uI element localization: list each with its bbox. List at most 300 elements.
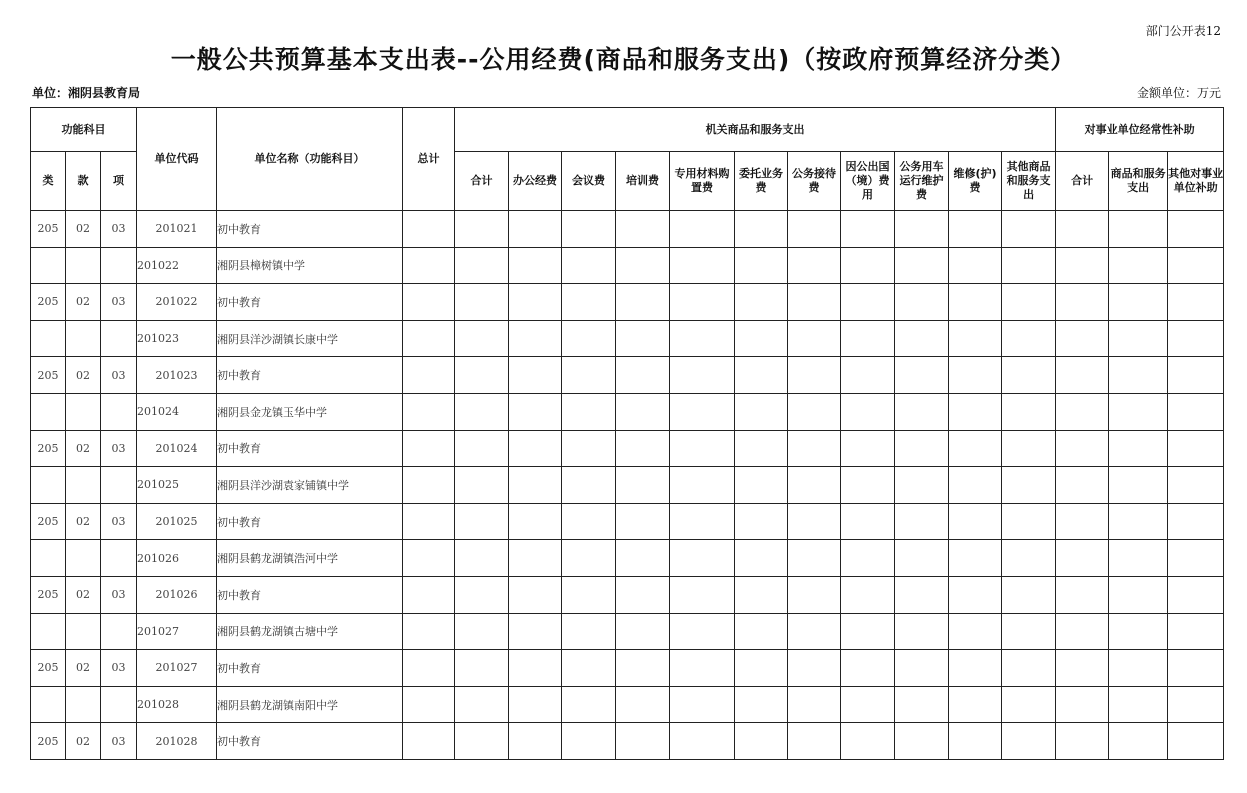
unit-code-cell: 201028 (137, 723, 217, 760)
amount-cell (1056, 247, 1109, 284)
amount-cell (403, 503, 455, 540)
amount-cell (1002, 686, 1056, 723)
amount-cell (403, 430, 455, 467)
amount-cell (895, 284, 949, 321)
unit-name-cell: 湘阴县鹤龙湖镇浩河中学 (217, 540, 403, 577)
amount-cell (455, 393, 509, 430)
amount-cell (841, 211, 895, 248)
amount-cell (735, 284, 788, 321)
amount-cell (403, 393, 455, 430)
unit-code-cell: 201024 (137, 393, 217, 430)
amount-cell (562, 540, 616, 577)
amount-cell (841, 686, 895, 723)
amount-cell (788, 723, 841, 760)
amount-cell (1056, 211, 1109, 248)
amount-cell (509, 430, 562, 467)
amount-cell (670, 613, 735, 650)
unit-name-cell: 湘阴县鹤龙湖镇南阳中学 (217, 686, 403, 723)
amount-cell (788, 430, 841, 467)
amount-cell (455, 357, 509, 394)
unit-code-cell: 201022 (137, 247, 217, 284)
amount-cell (788, 613, 841, 650)
amount-cell (1002, 393, 1056, 430)
amount-cell (949, 686, 1002, 723)
unit-code-header: 单位代码 (137, 108, 217, 211)
lei-cell: 205 (31, 211, 66, 248)
amount-cell (895, 540, 949, 577)
amount-cell (841, 320, 895, 357)
unit-name-cell: 初中教育 (217, 723, 403, 760)
amount-cell (1109, 393, 1168, 430)
unit-name-cell: 初中教育 (217, 576, 403, 613)
amount-cell (735, 686, 788, 723)
subsidy-group-header: 对事业单位经常性补助 (1056, 108, 1224, 152)
table-number-label: 部门公开表12 (1145, 24, 1221, 38)
kuan-cell (66, 540, 101, 577)
amount-cell (1002, 357, 1056, 394)
lei-cell: 205 (31, 723, 66, 760)
amount-cell (949, 320, 1002, 357)
xiang-cell (101, 540, 137, 577)
kuan-cell (66, 247, 101, 284)
amount-cell (949, 393, 1002, 430)
amount-cell (616, 613, 670, 650)
amount-cell (455, 430, 509, 467)
amount-cell (616, 211, 670, 248)
page-title: 一般公共预算基本支出表--公用经费(商品和服务支出)（按政府预算经济分类） (170, 45, 1077, 74)
amount-cell (509, 686, 562, 723)
amount-cell (562, 320, 616, 357)
amount-cell (1168, 467, 1224, 504)
table-body (31, 211, 1224, 760)
amount-cell (455, 320, 509, 357)
amount-cell (455, 247, 509, 284)
table-row (31, 686, 1224, 723)
lei-cell (31, 540, 66, 577)
amount-cell (1109, 650, 1168, 687)
table-row (31, 393, 1224, 430)
amount-cell (403, 357, 455, 394)
amount-cell (509, 467, 562, 504)
unit-code-cell: 201025 (137, 467, 217, 504)
subsidy-col-header: 商品和服务支出 (1109, 152, 1168, 211)
amount-cell (670, 247, 735, 284)
amount-cell (562, 503, 616, 540)
lei-cell: 205 (31, 284, 66, 321)
amount-cell (670, 503, 735, 540)
amount-cell (895, 576, 949, 613)
amount-cell (670, 467, 735, 504)
kuan-cell: 02 (66, 650, 101, 687)
amount-cell (1002, 320, 1056, 357)
budget-table (30, 107, 1224, 760)
amount-cell (403, 247, 455, 284)
amount-cell (1109, 320, 1168, 357)
amount-cell (1109, 430, 1168, 467)
unit-code-cell: 201023 (137, 357, 217, 394)
amount-cell (735, 613, 788, 650)
org-col-header: 其他商品和服务支出 (1002, 152, 1056, 211)
org-col-header: 公务接待费 (788, 152, 841, 211)
amount-cell (1056, 723, 1109, 760)
amount-cell (1168, 650, 1224, 687)
amount-cell (735, 576, 788, 613)
amount-cell (670, 723, 735, 760)
amount-cell (1168, 503, 1224, 540)
amount-cell (895, 503, 949, 540)
amount-cell (562, 430, 616, 467)
subsidy-col-header: 其他对事业单位补助 (1168, 152, 1224, 211)
unit-name-cell: 初中教育 (217, 503, 403, 540)
amount-cell (509, 211, 562, 248)
amount-cell (949, 540, 1002, 577)
amount-cell (403, 686, 455, 723)
amount-cell (1168, 613, 1224, 650)
xiang-cell (101, 247, 137, 284)
amount-cell (1056, 503, 1109, 540)
amount-cell (788, 211, 841, 248)
amount-cell (1002, 613, 1056, 650)
xiang-cell: 03 (101, 650, 137, 687)
amount-cell (841, 467, 895, 504)
unit-code-cell: 201026 (137, 576, 217, 613)
xiang-cell (101, 613, 137, 650)
amount-cell (895, 320, 949, 357)
lei-cell: 205 (31, 650, 66, 687)
amount-cell (1056, 540, 1109, 577)
amount-cell (1109, 613, 1168, 650)
unit-name-cell: 初中教育 (217, 650, 403, 687)
table-row (31, 503, 1224, 540)
amount-cell (562, 576, 616, 613)
amount-cell (735, 430, 788, 467)
amount-cell (788, 320, 841, 357)
unit-name-cell: 湘阴县樟树镇中学 (217, 247, 403, 284)
lei-cell (31, 613, 66, 650)
amount-cell (616, 284, 670, 321)
amount-cell (1109, 467, 1168, 504)
xiang-cell (101, 686, 137, 723)
amount-cell (403, 650, 455, 687)
amount-cell (670, 576, 735, 613)
lei-cell: 205 (31, 430, 66, 467)
org-col-header: 培训费 (616, 152, 670, 211)
amount-cell (841, 430, 895, 467)
amount-cell (1056, 320, 1109, 357)
kuan-cell: 02 (66, 503, 101, 540)
lei-header: 类 (31, 152, 66, 211)
lei-cell (31, 247, 66, 284)
amount-cell (1168, 540, 1224, 577)
xiang-cell: 03 (101, 723, 137, 760)
amount-cell (509, 357, 562, 394)
org-col-header: 合计 (455, 152, 509, 211)
amount-cell (1056, 393, 1109, 430)
amount-cell (616, 430, 670, 467)
amount-cell (895, 393, 949, 430)
amount-cell (1002, 211, 1056, 248)
unit-code-cell: 201021 (137, 211, 217, 248)
amount-cell (949, 613, 1002, 650)
amount-cell (1168, 576, 1224, 613)
amount-cell (509, 247, 562, 284)
unit-code-cell: 201027 (137, 650, 217, 687)
kuan-cell: 02 (66, 723, 101, 760)
amount-cell (1168, 320, 1224, 357)
amount-cell (735, 540, 788, 577)
table-row (31, 284, 1224, 321)
unit-name-cell: 初中教育 (217, 430, 403, 467)
amount-cell (1002, 650, 1056, 687)
kuan-cell (66, 393, 101, 430)
amount-cell (455, 650, 509, 687)
amount-cell (895, 686, 949, 723)
lei-cell (31, 467, 66, 504)
amount-cell (949, 576, 1002, 613)
amount-cell (895, 357, 949, 394)
amount-cell (949, 284, 1002, 321)
amount-cell (403, 467, 455, 504)
amount-cell (616, 540, 670, 577)
unit-name-cell: 湘阴县洋沙湖镇长康中学 (217, 320, 403, 357)
amount-cell (841, 247, 895, 284)
amount-cell (895, 247, 949, 284)
amount-cell (1168, 430, 1224, 467)
amount-cell (735, 357, 788, 394)
amount-cell (670, 211, 735, 248)
amount-cell (949, 467, 1002, 504)
amount-cell (788, 540, 841, 577)
amount-cell (670, 357, 735, 394)
org-col-header: 因公出国（境）费用 (841, 152, 895, 211)
amount-cell (670, 650, 735, 687)
kuan-cell: 02 (66, 576, 101, 613)
unit-code-cell: 201026 (137, 540, 217, 577)
amount-cell (1056, 430, 1109, 467)
amount-cell (616, 247, 670, 284)
amount-cell (562, 650, 616, 687)
amount-cell (1002, 284, 1056, 321)
amount-cell (403, 540, 455, 577)
amount-cell (1056, 650, 1109, 687)
table-row (31, 576, 1224, 613)
amount-cell (455, 211, 509, 248)
amount-cell (1002, 467, 1056, 504)
xiang-cell: 03 (101, 430, 137, 467)
amount-cell (841, 723, 895, 760)
amount-cell (1168, 284, 1224, 321)
lei-cell (31, 686, 66, 723)
amount-cell (1168, 247, 1224, 284)
amount-cell (1168, 211, 1224, 248)
amount-cell (841, 357, 895, 394)
amount-cell (841, 613, 895, 650)
xiang-cell (101, 467, 137, 504)
amount-cell (841, 576, 895, 613)
amount-cell (616, 723, 670, 760)
amount-cell (735, 393, 788, 430)
amount-cell (455, 686, 509, 723)
amount-cell (735, 650, 788, 687)
amount-cell (562, 467, 616, 504)
amount-cell (841, 393, 895, 430)
amount-cell (509, 503, 562, 540)
amount-cell (1002, 503, 1056, 540)
unit-name-cell: 湘阴县洋沙湖袁家铺镇中学 (217, 467, 403, 504)
kuan-cell (66, 320, 101, 357)
amount-cell (949, 723, 1002, 760)
money-unit-label: 金额单位：万元 (1136, 86, 1221, 100)
table-row (31, 357, 1224, 394)
amount-cell (1109, 503, 1168, 540)
amount-cell (949, 650, 1002, 687)
table-row (31, 650, 1224, 687)
amount-cell (1168, 393, 1224, 430)
amount-cell (403, 284, 455, 321)
amount-cell (509, 613, 562, 650)
xiang-cell: 03 (101, 357, 137, 394)
amount-cell (1109, 540, 1168, 577)
amount-cell (735, 467, 788, 504)
amount-cell (1002, 576, 1056, 613)
amount-cell (455, 723, 509, 760)
unit-code-cell: 201022 (137, 284, 217, 321)
xiang-cell: 03 (101, 503, 137, 540)
amount-cell (841, 284, 895, 321)
kuan-cell: 02 (66, 357, 101, 394)
xiang-cell: 03 (101, 284, 137, 321)
amount-cell (1002, 430, 1056, 467)
amount-cell (895, 211, 949, 248)
org-col-header: 公务用车运行维护费 (895, 152, 949, 211)
amount-cell (788, 284, 841, 321)
amount-cell (670, 284, 735, 321)
org-col-header: 委托业务费 (735, 152, 788, 211)
amount-cell (735, 503, 788, 540)
unit-name-cell: 初中教育 (217, 211, 403, 248)
amount-cell (562, 686, 616, 723)
amount-cell (455, 503, 509, 540)
amount-cell (670, 430, 735, 467)
amount-cell (788, 247, 841, 284)
amount-cell (735, 211, 788, 248)
lei-cell: 205 (31, 503, 66, 540)
amount-cell (788, 393, 841, 430)
table-row (31, 467, 1224, 504)
amount-cell (616, 320, 670, 357)
amount-cell (895, 430, 949, 467)
func-subject-header: 功能科目 (31, 108, 137, 152)
amount-cell (455, 284, 509, 321)
amount-cell (735, 320, 788, 357)
amount-cell (1168, 723, 1224, 760)
lei-cell (31, 320, 66, 357)
kuan-cell (66, 686, 101, 723)
amount-cell (1056, 284, 1109, 321)
amount-cell (616, 576, 670, 613)
amount-cell (455, 540, 509, 577)
table-row (31, 723, 1224, 760)
unit-code-cell: 201025 (137, 503, 217, 540)
unit-code-cell: 201023 (137, 320, 217, 357)
amount-cell (403, 576, 455, 613)
amount-cell (509, 576, 562, 613)
amount-cell (895, 613, 949, 650)
amount-cell (1109, 686, 1168, 723)
amount-cell (949, 503, 1002, 540)
amount-cell (1002, 540, 1056, 577)
amount-cell (455, 613, 509, 650)
amount-cell (1056, 613, 1109, 650)
amount-cell (509, 320, 562, 357)
amount-cell (1056, 686, 1109, 723)
amount-cell (1109, 723, 1168, 760)
org-col-header: 办公经费 (509, 152, 562, 211)
amount-cell (403, 723, 455, 760)
amount-cell (509, 284, 562, 321)
amount-cell (841, 503, 895, 540)
amount-cell (562, 393, 616, 430)
amount-cell (949, 247, 1002, 284)
amount-cell (949, 357, 1002, 394)
unit-name-cell: 湘阴县金龙镇玉华中学 (217, 393, 403, 430)
kuan-cell (66, 467, 101, 504)
lei-cell: 205 (31, 357, 66, 394)
xiang-cell (101, 393, 137, 430)
amount-cell (562, 284, 616, 321)
table-row (31, 540, 1224, 577)
amount-cell (841, 650, 895, 687)
amount-cell (1109, 247, 1168, 284)
amount-cell (1109, 211, 1168, 248)
amount-cell (670, 686, 735, 723)
amount-cell (616, 357, 670, 394)
unit-code-cell: 201028 (137, 686, 217, 723)
amount-cell (895, 650, 949, 687)
amount-cell (509, 650, 562, 687)
xiang-cell: 03 (101, 576, 137, 613)
org-expense-group-header: 机关商品和服务支出 (455, 108, 1056, 152)
amount-cell (562, 357, 616, 394)
amount-cell (403, 320, 455, 357)
amount-cell (616, 393, 670, 430)
amount-cell (1168, 357, 1224, 394)
unit-name-cell: 初中教育 (217, 357, 403, 394)
amount-cell (788, 686, 841, 723)
amount-cell (1056, 357, 1109, 394)
amount-cell (841, 540, 895, 577)
org-col-header: 维修(护)费 (949, 152, 1002, 211)
amount-cell (670, 540, 735, 577)
amount-cell (735, 723, 788, 760)
kuan-header: 款 (66, 152, 101, 211)
amount-cell (616, 650, 670, 687)
amount-cell (949, 211, 1002, 248)
amount-cell (670, 393, 735, 430)
lei-cell (31, 393, 66, 430)
amount-cell (670, 320, 735, 357)
amount-cell (616, 467, 670, 504)
table-row (31, 320, 1224, 357)
amount-cell (509, 540, 562, 577)
kuan-cell: 02 (66, 430, 101, 467)
amount-cell (1056, 576, 1109, 613)
amount-cell (1109, 357, 1168, 394)
amount-cell (616, 686, 670, 723)
amount-cell (509, 723, 562, 760)
xiang-cell: 03 (101, 211, 137, 248)
amount-cell (562, 723, 616, 760)
